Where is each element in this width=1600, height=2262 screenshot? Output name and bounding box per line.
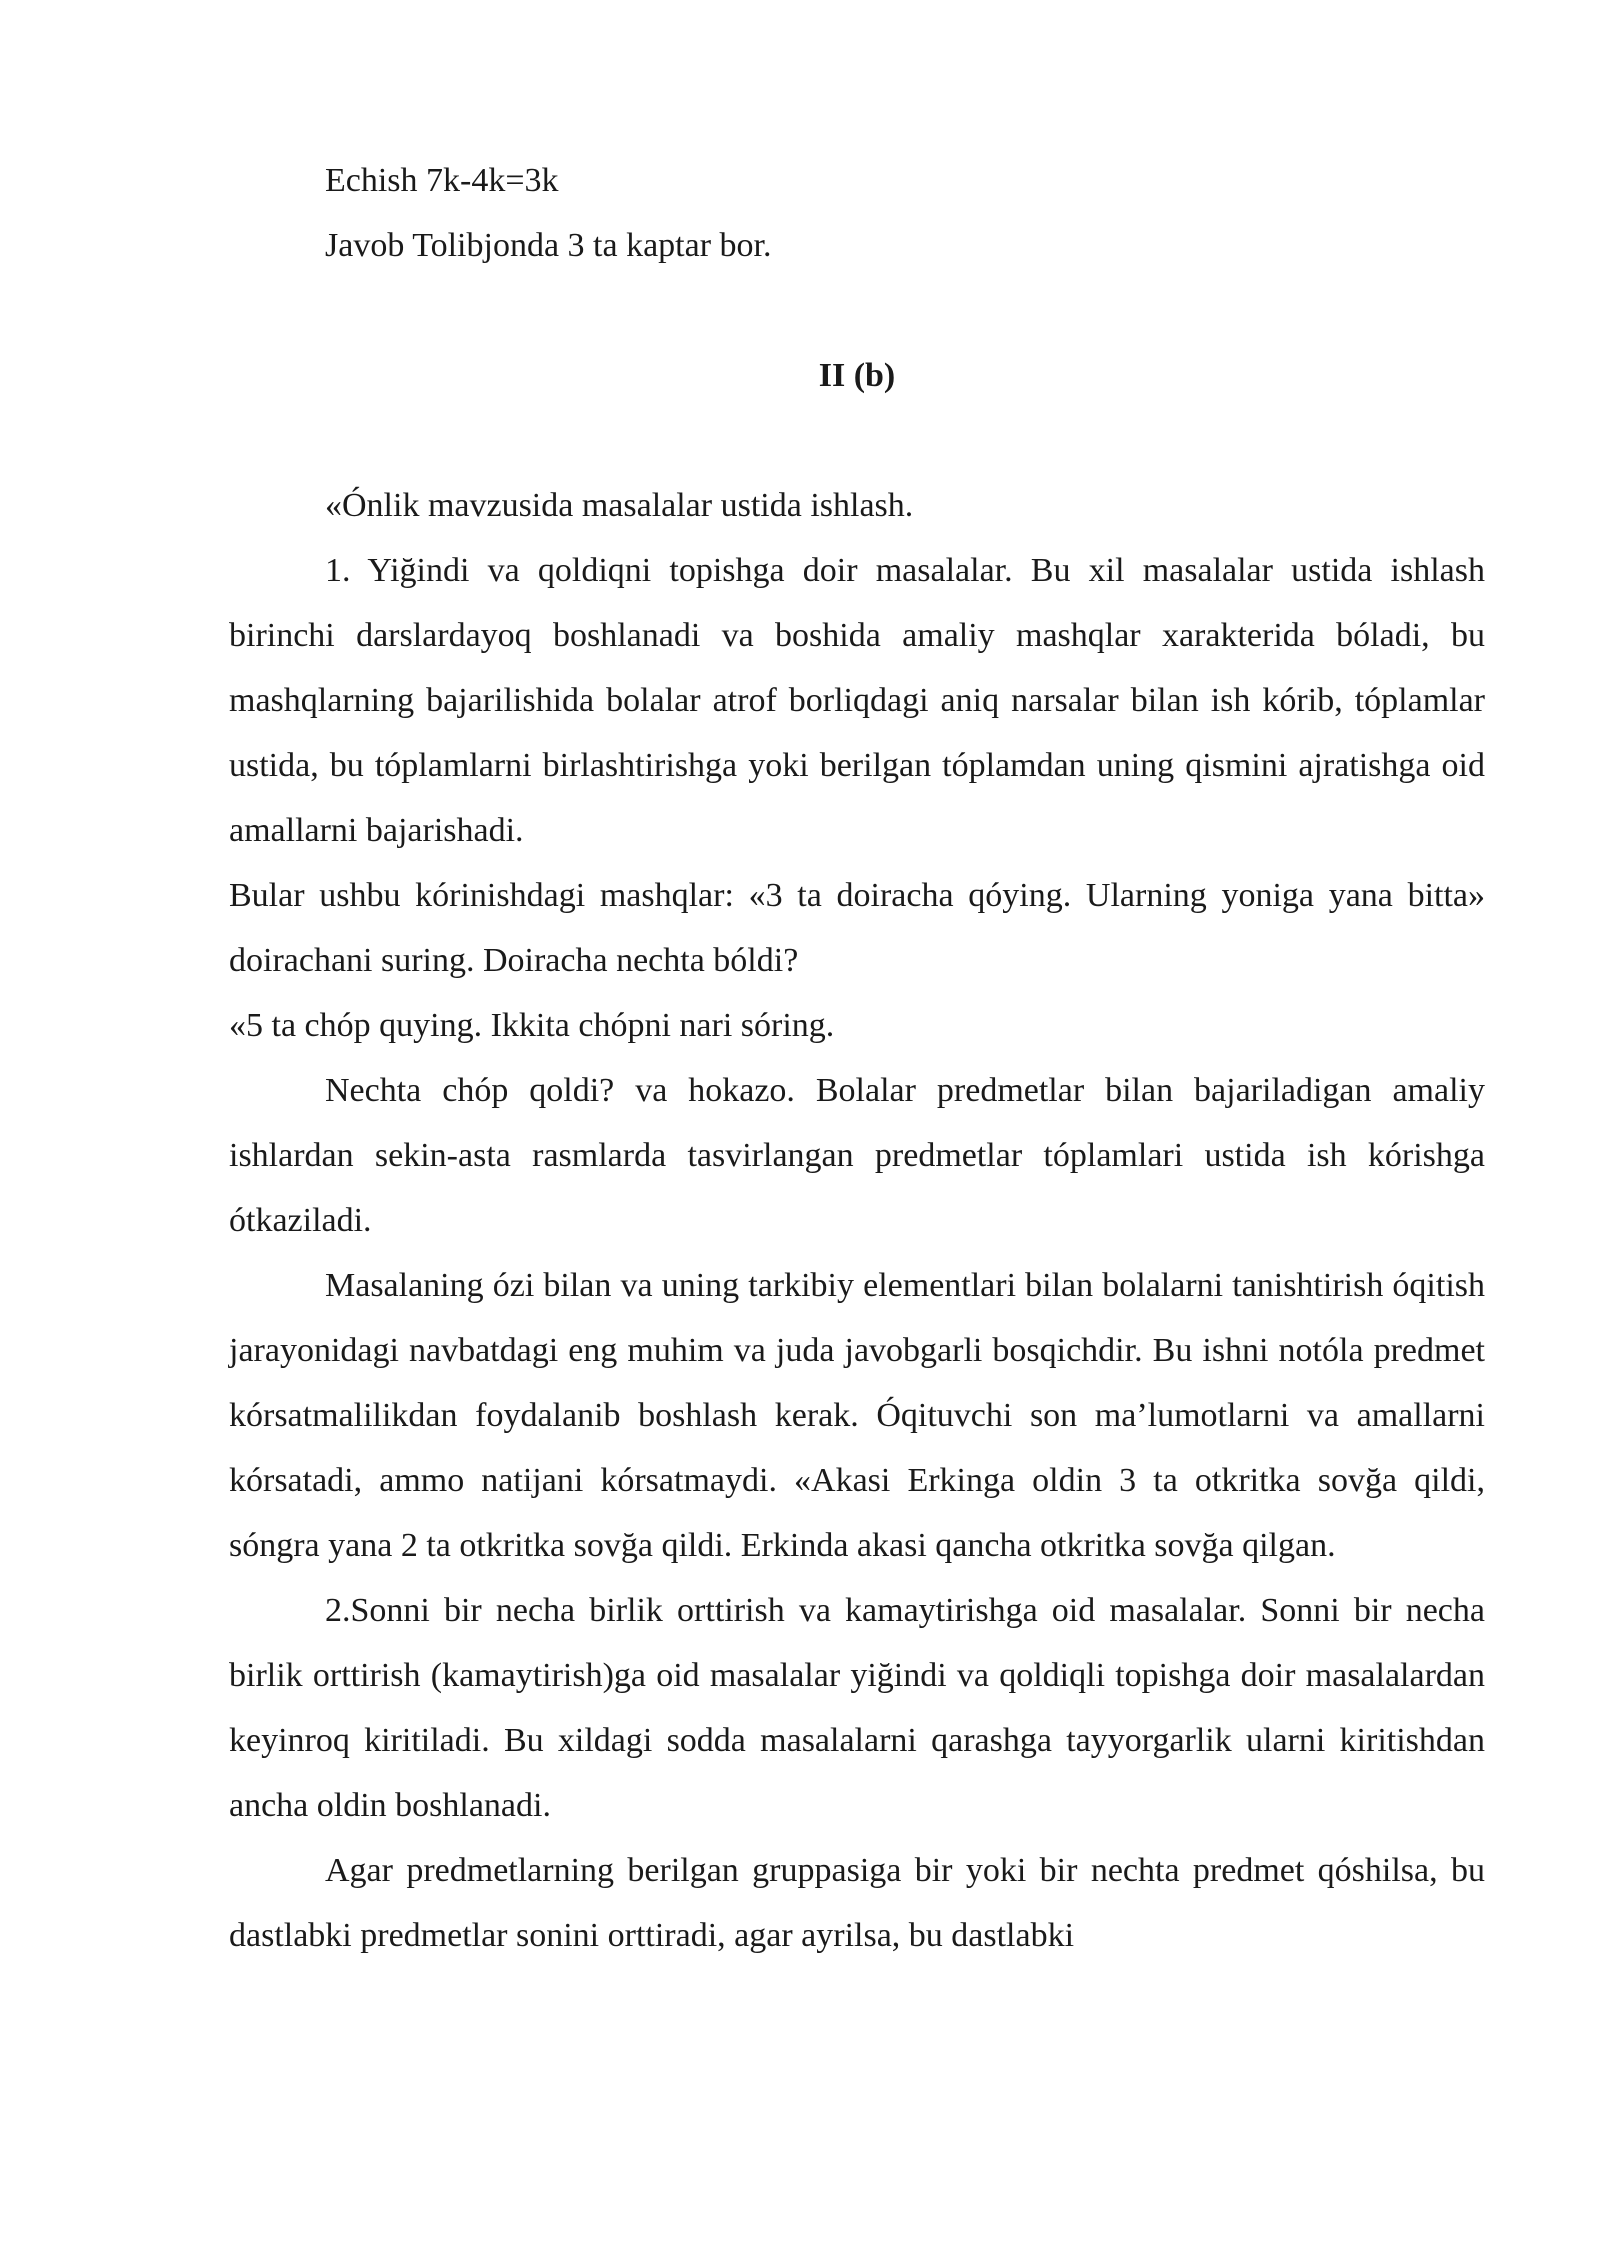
paragraph-4: Nechta chóp qoldi? va hokazo. Bolalar predmetlar bilan bajariladigan amaliy ishlardan sekin-asta rasmlarda tasvirlangan predmetlar tóplamlari ustida ish kórishga ótkaziladi. xyxy=(229,1072,1485,1239)
spacer xyxy=(229,278,1485,343)
answer-line: Javob Tolibjonda 3 ta kaptar bor. xyxy=(325,227,772,264)
paragraph-3: «5 ta chóp quying. Ikkita chópni nari sóring. xyxy=(229,1007,835,1044)
document-page xyxy=(229,148,1485,1968)
solution-line: Echish 7k-4k=3k xyxy=(325,162,559,199)
spacer xyxy=(229,408,1485,473)
paragraph-7: Agar predmetlarning berilgan gruppasiga bir yoki bir nechta predmet qóshilsa, bu dastlabki predmetlar sonini orttiradi, agar ayrilsa, bu dastlabki xyxy=(229,1852,1485,1954)
section-heading: II (b) xyxy=(818,357,896,394)
paragraph-5: Masalaning ózi bilan va uning tarkibiy elementlari bilan bolalarni tanishtirish óqitish jarayonidagi navbatdagi eng muhim va juda javobgarli bosqichdir. Bu ishni notóla predmet kórsatmalilikdan foydalanib boshlash kerak. Óqituvchi son ma’lumotlarni va amallarni kórsatadi, ammo natijani kórsatmaydi. «Akasi Erkinga oldin 3 ta otkritka sovğa qildi, sóngra yana 2 ta otkritka sovğa qildi. Erkinda akasi qancha otkritka sovğa qilgan. xyxy=(229,1267,1485,1564)
paragraph-2: Bular ushbu kórinishdagi mashqlar: «3 ta doiracha qóying. Ularning yoniga yana bitta» doirachani suring. Doiracha nechta bóldi? xyxy=(229,877,1485,979)
paragraph-1: 1. Yiğindi va qoldiqni topishga doir masalalar. Bu xil masalalar ustida ishlash birinchi darslardayoq boshlanadi va boshida amaliy mashqlar xarakterida bóladi, bu mashqlarning bajarilishida bolalar atrof borliqdagi aniq narsalar bilan ish kórib, tóplamlar ustida, bu tóplamlarni birlashtirishga yoki berilgan tóplamdan uning qismini ajratishga oid amallarni bajarishadi. xyxy=(229,552,1485,849)
paragraph-intro: «Ónlik mavzusida masalalar ustida ishlash. xyxy=(325,487,914,524)
paragraph-6: 2.Sonni bir necha birlik orttirish va kamaytirishga oid masalalar. Sonni bir necha birlik orttirish (kamaytirish)ga oid masalalar yiğindi va qoldiqli topishga doir masalalardan keyinroq kiritiladi. Bu xildagi sodda masalalarni qarashga tayyorgarlik ularni kiritishdan ancha oldin boshlanadi. xyxy=(229,1592,1485,1824)
